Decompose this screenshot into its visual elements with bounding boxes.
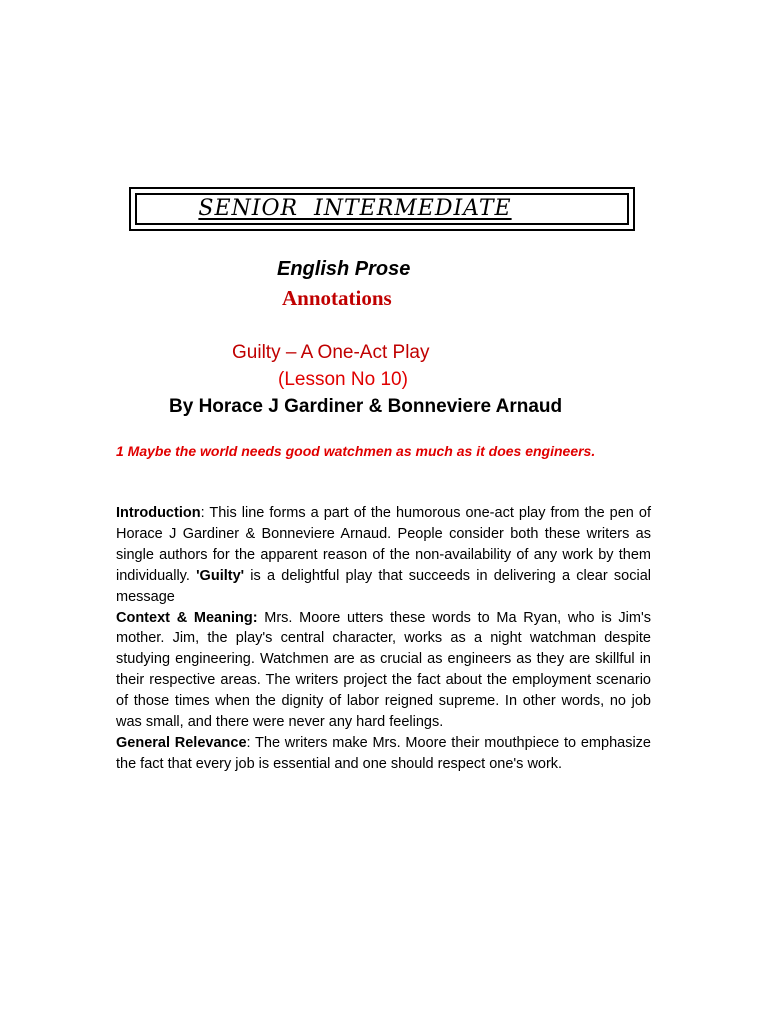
context-text: Mrs. Moore utters these words to Ma Ryan, who is Jim's mother. Jim, the play's central character, works as a night watchman despite studying engineering. Watchmen are as crucial as engineers as they are skillful in their respective areas. The writers project the fact about the employment scenario of those times when the dignity of labor reigned supreme. In other words, no job was small, and there were never any hard feelings. [116,609,651,731]
relevance-label: General Relevance [116,734,247,751]
introduction-text: : This line forms a part of the humorous one-act play from the pen of Horace J Gardiner & Bonneviere Arnaud. People consider both these writers as single authors for the apparent reason of the non-availability of any work by them individually. [116,505,651,584]
context-paragraph [116,608,651,733]
relevance-paragraph [116,733,651,775]
introduction-label: Introduction [116,505,201,521]
lesson-number: (Lesson No 10) [278,369,408,390]
section-heading: Annotations [282,286,392,310]
play-authors: By Horace J Gardiner & Bonneviere Arnaud [169,396,563,417]
play-title: Guilty – A One-Act Play [232,342,430,363]
context-label: Context & Meaning: [116,609,258,626]
introduction-paragraph [116,503,651,608]
play-name-highlight: 'Guilty' [196,567,245,584]
banner-title: SENIOR INTERMEDIATE [198,195,512,221]
introduction-text-end: is a delightful play that succeeds in delivering a clear social message [116,567,651,605]
annotation-body [116,503,651,775]
relevance-text: : The writers make Mrs. Moore their mouthpiece to emphasize the fact that every job is essential and one should respect one's work. [116,734,651,772]
title-banner-frame [129,187,635,231]
annotation-quote: 1 Maybe the world needs good watchmen as much as it does engineers. [116,443,596,459]
title-banner-inner-frame [135,193,629,225]
subject-heading: English Prose [277,258,411,280]
